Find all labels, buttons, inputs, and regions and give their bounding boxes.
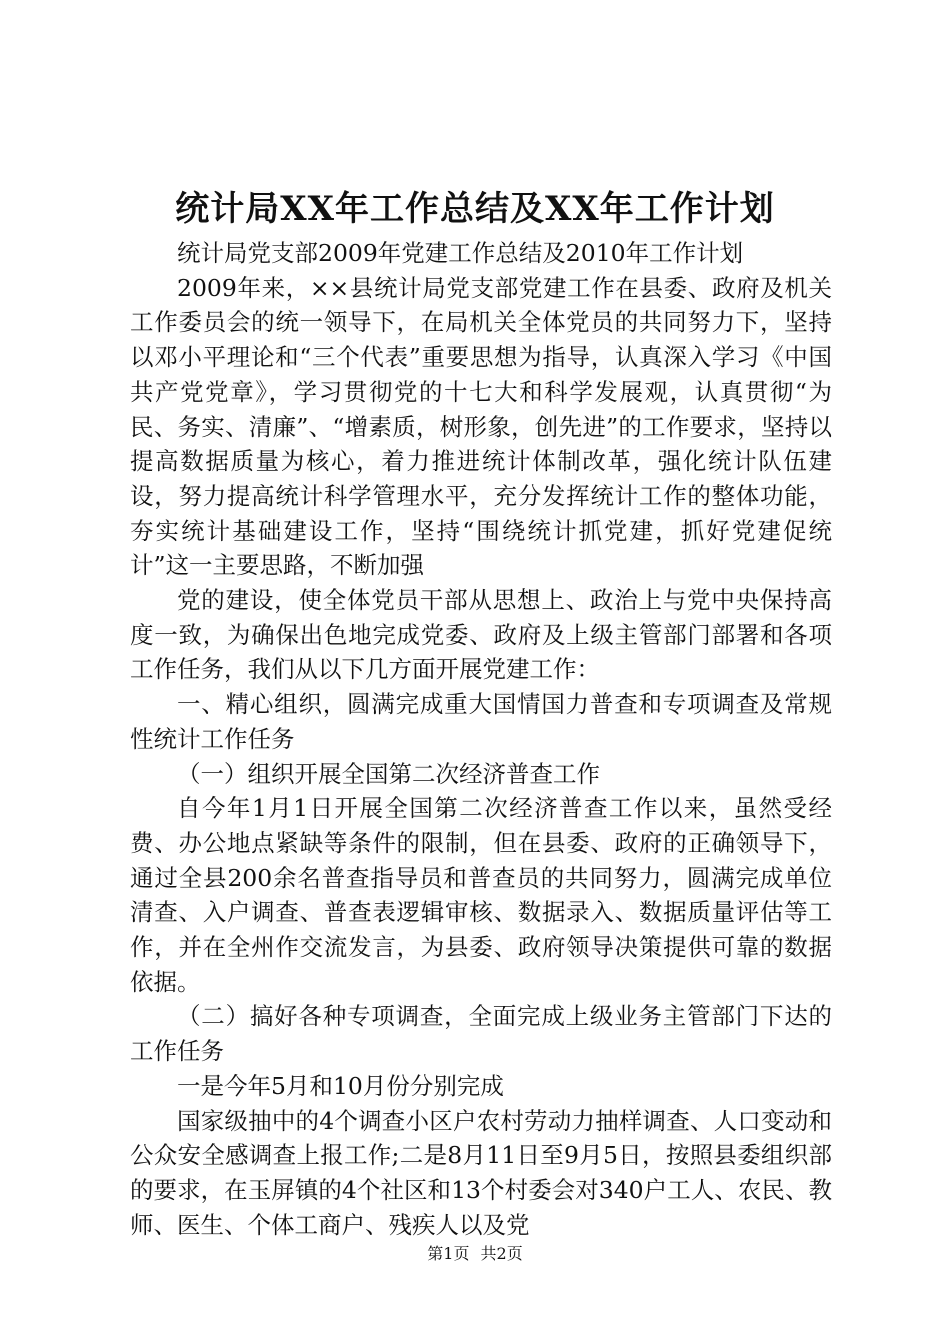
paragraph-intro: 2009年来，××县统计局党支部党建工作在县委、政府及机关工作委员会的统一领导下，在局机关全体党员的共同努力下，坚持以邓小平理论和“三个代表”重要思想为指导，认真深入学习《中国共产党党章》，学习贯彻党的十七大和科学发展观，认真贯彻“为民、务实、清廉”、“增素质，树形象，创先进”的工作要求，坚持以提高数据质量为核心，着力推进统计体制改革，强化统计队伍建设，努力提高统计科学管理水平，充分发挥统计工作的整体功能，夯实统计基础建设工作，坚持“围绕统计抓党建，抓好党建促统计”这一主要思路，不断加强 <box>130 273 832 580</box>
paragraph-census: 自今年1月1日开展全国第二次经济普查工作以来，虽然受经费、办公地点紧缺等条件的限制，但在县委、政府的正确领导下，通过全县200余名普查指导员和普查员的共同努力，圆满完成单位清查、入户调查、普查表逻辑审核、数据录入、数据质量评估等工作，并在全州作交流发言，为县委、政府领导决策提供可靠的数据依据。 <box>130 794 832 996</box>
paragraph-subtitle: 统计局党支部2009年党建工作总结及2010年工作计划 <box>177 239 744 267</box>
page-number: 第1页 <box>427 1244 470 1263</box>
page-total: 共2页 <box>480 1244 523 1263</box>
paragraph-surveys: 国家级抽中的4个调查小区户农村劳动力抽样调查、人口变动和公众安全感调查上报工作;二是8月11日至9月5日，按照县委组织部的要求，在玉屏镇的4个社区和13个村委会对340户工人、农民、教师、医生、个体工商户、残疾人以及党 <box>130 1106 832 1239</box>
paragraph-item-1: 一是今年5月和10月份分别完成 <box>177 1071 504 1100</box>
page-footer <box>0 1243 950 1265</box>
subsection-heading-1: （一）组织开展全国第二次经济普查工作 <box>177 759 600 788</box>
document-title: 统计局XX年工作总结及XX年工作计划 <box>175 189 775 229</box>
paragraph-party-building: 党的建设，使全体党员干部从思想上、政治上与党中央保持高度一致，为确保出色地完成党委、政府及上级主管部门部署和各项工作任务，我们从以下几方面开展党建工作： <box>130 586 832 684</box>
document-body <box>130 236 832 1242</box>
subsection-heading-2: （二）搞好各种专项调查，全面完成上级业务主管部门下达的工作任务 <box>130 1002 832 1066</box>
section-heading-1: 一、精心组织，圆满完成重大国情国力普查和专项调查及常规性统计工作任务 <box>130 690 832 753</box>
